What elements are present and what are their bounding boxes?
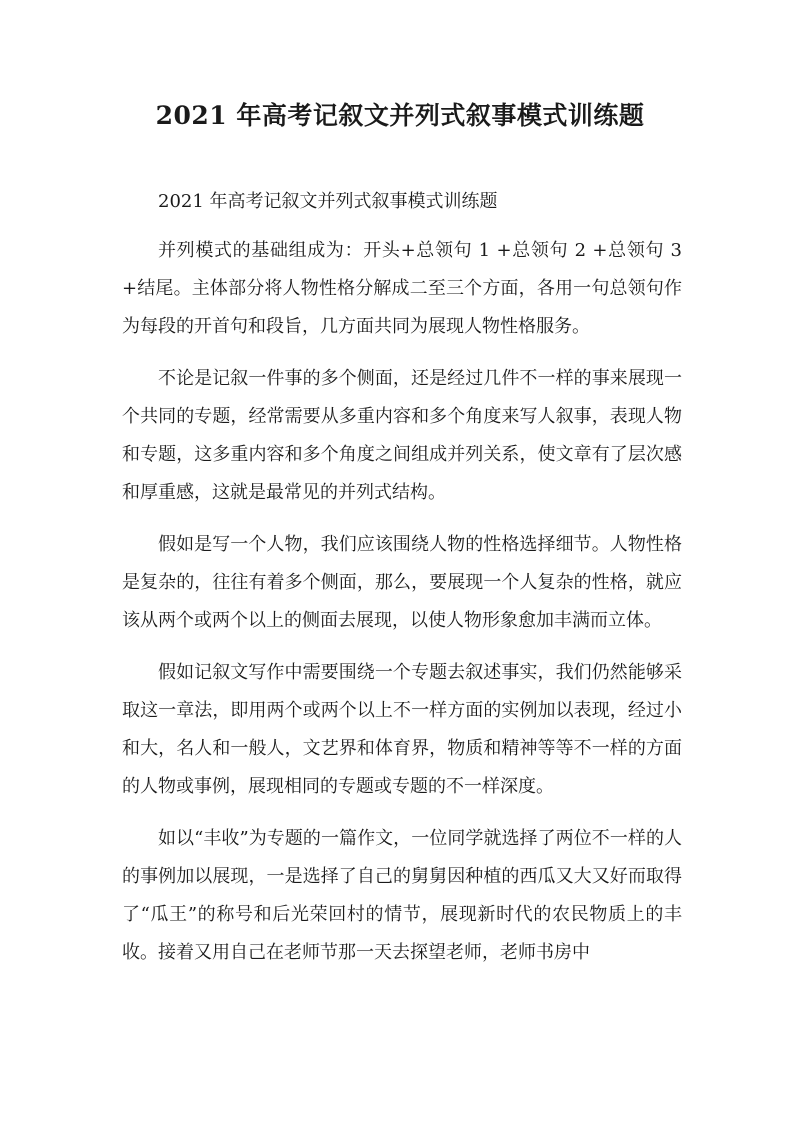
paragraph-3: 假如是写一个人物，我们应该围绕人物的性格选择细节。人物性格是复杂的，往往有着多个侧面，那么，要展现一个人复杂的性格，就应该从两个或两个以上的侧面去展现，以使人物形象愈加丰满而立体。 <box>122 534 682 631</box>
document-title: 2021 年高考记叙文并列式叙事模式训练题 <box>155 101 645 130</box>
document-body <box>122 186 682 986</box>
paragraph-5: 如以“丰收”为专题的一篇作文，一位同学就选择了两位不一样的人的事例加以展现，一是选择了自己的舅舅因种植的西瓜又大又好而取得了“瓜王”的称号和后光荣回村的情节，展现新时代的农民物质上的丰收。接着又用自己在老师节那一天去探望老师，老师书房中 <box>122 828 682 963</box>
paragraph-1: 并列模式的基础组成为：开头+总领句 1 +总领句 2 +总领句 3 +结尾。主体部分将人物性格分解成二至三个方面，各用一句总领句作为每段的开首句和段旨，几方面共同为展现人物性格服务。 <box>122 240 682 337</box>
paragraph-4: 假如记叙文写作中需要围绕一个专题去叙述事实，我们仍然能够采取这一章法，即用两个或两个以上不一样方面的实例加以表现，经过小和大，名人和一般人，文艺界和体育界，物质和精神等等不一样的方面的人物或事例，展现相同的专题或专题的不一样深度。 <box>122 662 682 797</box>
document-subtitle: 2021 年高考记叙文并列式叙事模式训练题 <box>158 191 498 212</box>
paragraph-2: 不论是记叙一件事的多个侧面，还是经过几件不一样的事来展现一个共同的专题，经常需要从多重内容和多个角度来写人叙事，表现人物和专题，这多重内容和多个角度之间组成并列关系，使文章有了层次感和厚重感，这就是最常见的并列式结构。 <box>122 368 682 503</box>
